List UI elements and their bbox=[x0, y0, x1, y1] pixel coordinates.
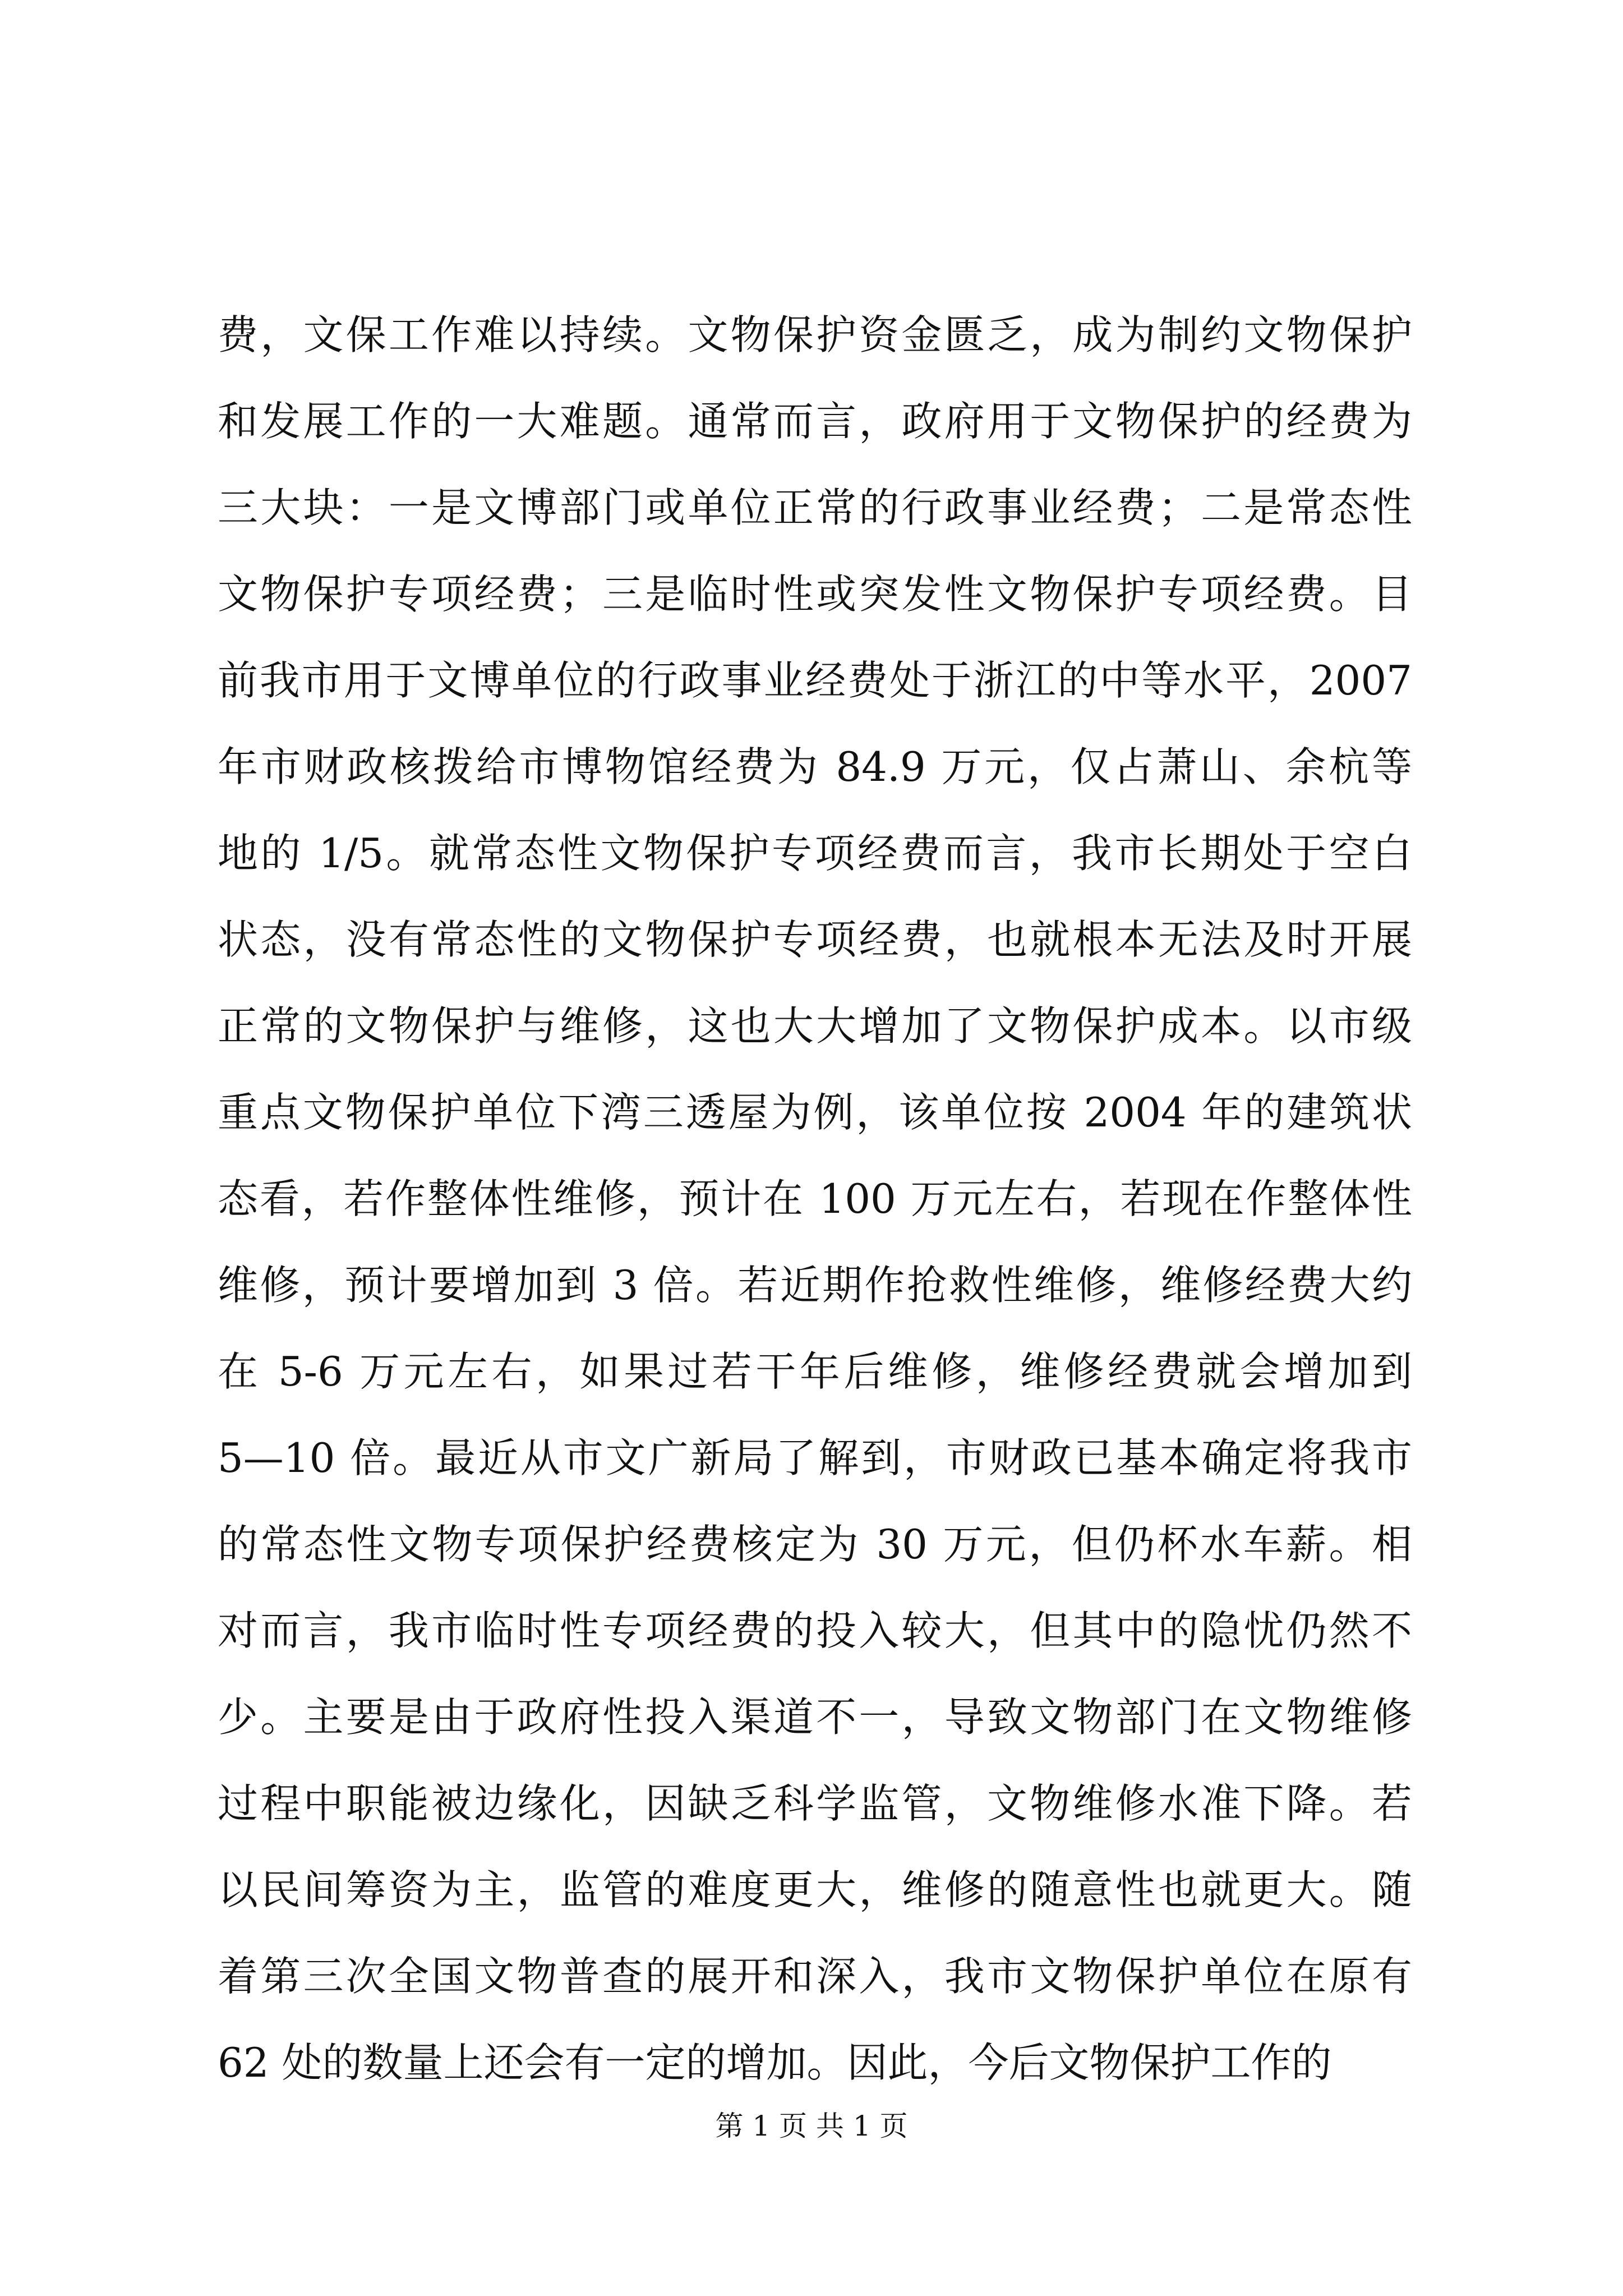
text-line: 状态，没有常态性的文物保护专项经费，也就根本无法及时开展 bbox=[218, 916, 1412, 963]
text-line: 正常的文物保护与维修，这也大大增加了文物保护成本。以市级 bbox=[218, 1002, 1412, 1050]
text-line: 过程中职能被边缘化，因缺乏科学监管，文物维修水准下降。若 bbox=[218, 1780, 1412, 1827]
text-line: 重点文物保护单位下湾三透屋为例，该单位按 2004 年的建筑状 bbox=[218, 1089, 1412, 1136]
text-line: 费，文保工作难以持续。文物保护资金匮乏，成为制约文物保护 bbox=[218, 311, 1412, 358]
text-line: 和发展工作的一大难题。通常而言，政府用于文物保护的经费为 bbox=[218, 398, 1412, 445]
text-line: 5—10 倍。最近从市文广新局了解到，市财政已基本确定将我市 bbox=[218, 1434, 1412, 1481]
text-line: 前我市用于文博单位的行政事业经费处于浙江的中等水平，2007 bbox=[218, 657, 1412, 704]
text-line: 态看，若作整体性维修，预计在 100 万元左右，若现在作整体性 bbox=[218, 1175, 1412, 1222]
text-line: 地的 1/5。就常态性文物保护专项经费而言，我市长期处于空白 bbox=[218, 830, 1412, 877]
text-line: 在 5-6 万元左右，如果过若干年后维修，维修经费就会增加到 bbox=[218, 1348, 1412, 1395]
text-line: 年市财政核拨给市博物馆经费为 84.9 万元，仅占萧山、余杭等 bbox=[218, 743, 1412, 790]
text-line: 以民间筹资为主，监管的难度更大，维修的随意性也就更大。随 bbox=[218, 1866, 1412, 1913]
page-footer: 第 1 页 共 1 页 bbox=[715, 2110, 908, 2142]
text-line: 62 处的数量上还会有一定的增加。因此，今后文物保护工作的 bbox=[218, 2039, 1332, 2086]
text-line: 着第三次全国文物普查的展开和深入，我市文物保护单位在原有 bbox=[218, 1953, 1412, 2000]
text-line: 少。主要是由于政府性投入渠道不一，导致文物部门在文物维修 bbox=[218, 1694, 1412, 1741]
text-line: 三大块：一是文博部门或单位正常的行政事业经费；二是常态性 bbox=[218, 484, 1412, 531]
text-line: 的常态性文物专项保护经费核定为 30 万元，但仍杯水车薪。相 bbox=[218, 1521, 1412, 1568]
text-line: 文物保护专项经费；三是临时性或突发性文物保护专项经费。目 bbox=[218, 570, 1412, 618]
text-line: 对而言，我市临时性专项经费的投入较大，但其中的隐忧仍然不 bbox=[218, 1607, 1412, 1654]
body-paragraph bbox=[218, 292, 1412, 2106]
text-line: 维修，预计要增加到 3 倍。若近期作抢救性维修，维修经费大约 bbox=[218, 1262, 1412, 1309]
